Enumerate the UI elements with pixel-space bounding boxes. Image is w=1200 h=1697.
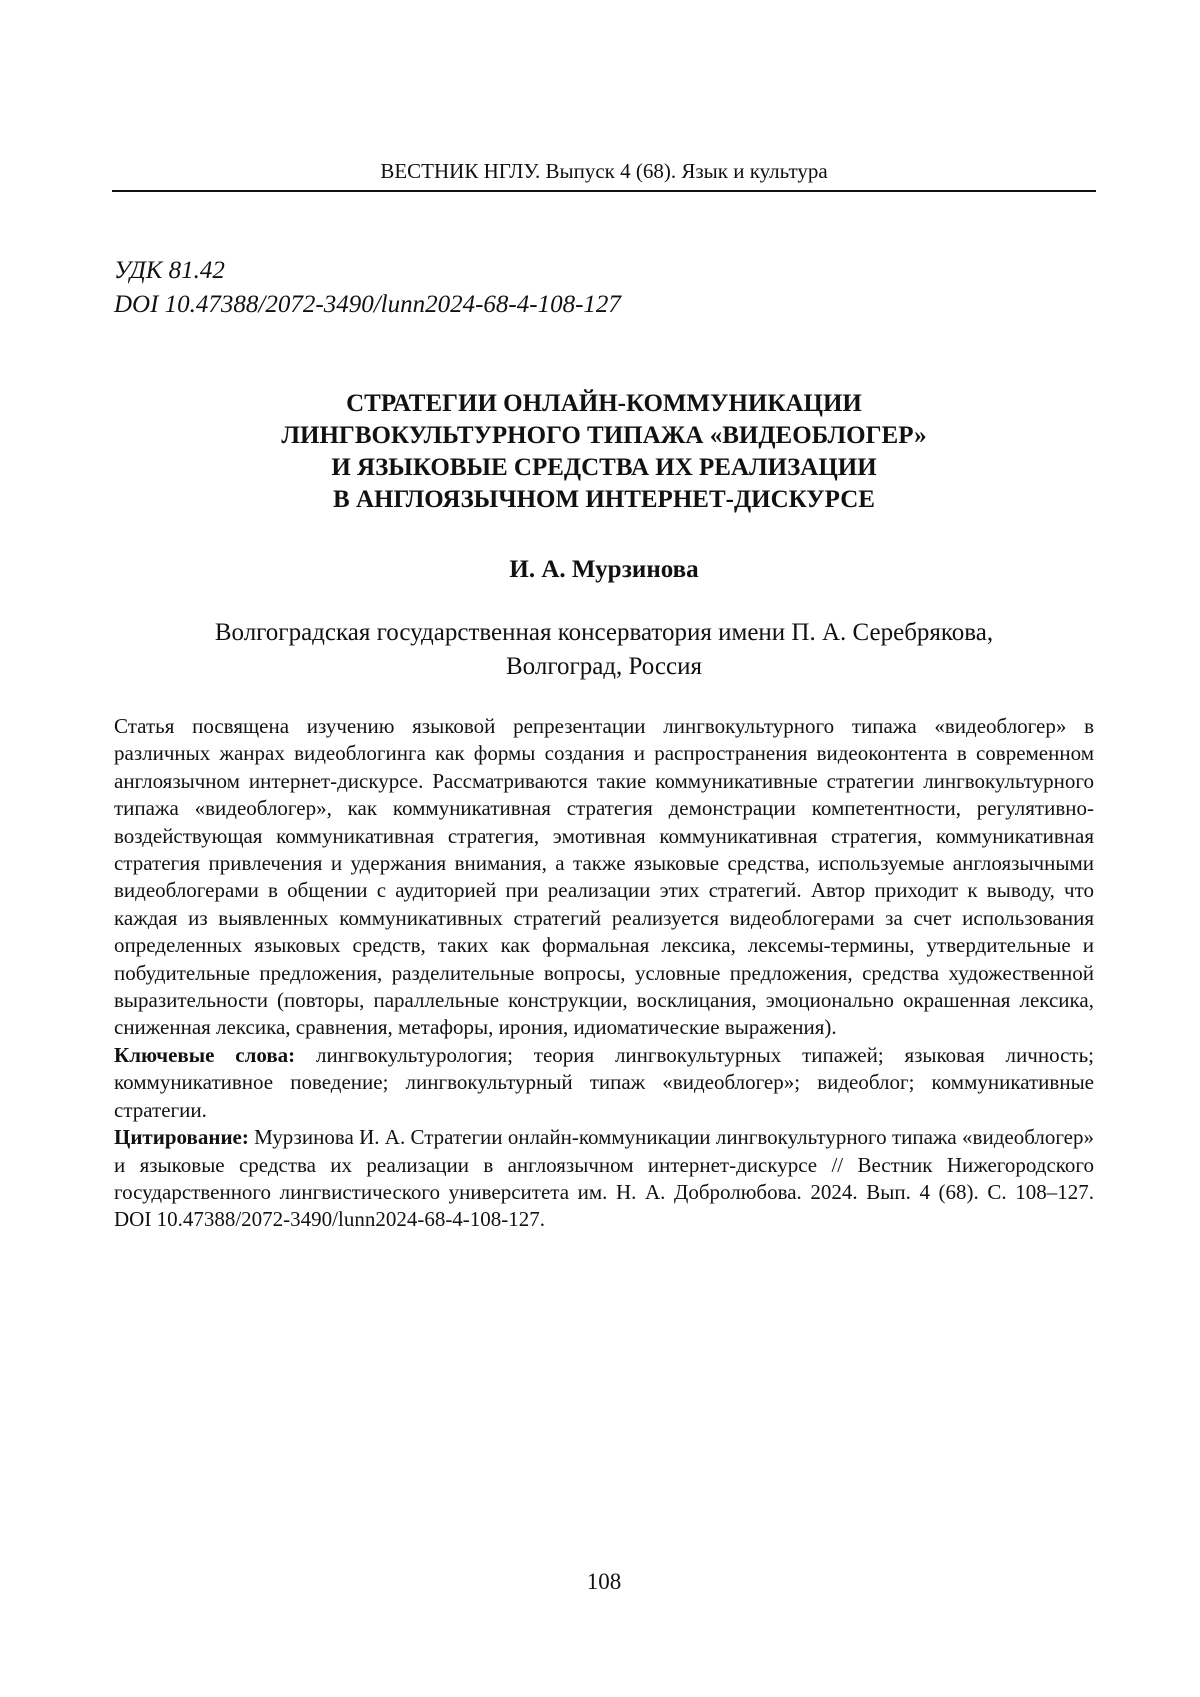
citation-paragraph: [114, 1124, 1094, 1234]
doi-code: DOI 10.47388/2072-3490/lunn2024-68-4-108-127: [114, 288, 621, 322]
author-name: И. А. Мурзинова: [112, 554, 1096, 586]
page-number: 108: [112, 1568, 1096, 1596]
header-divider: [112, 190, 1096, 192]
title-line: ЛИНГВОКУЛЬТУРНОГО ТИПАЖА «ВИДЕОБЛОГЕР»: [112, 420, 1096, 452]
abstract-paragraph: Статья посвящена изучению языковой репрезентации лингвокультурного типажа «видеоблогер» в различных жанрах видеоблогинга как формы создания и распространения видеоконтента в современном англоязычном интернет-дискурсе. Рассматриваются такие коммуникативные стратегии лингвокультурного типажа «видеоблогер», как коммуникативная стратегия демонстрации компетентности, регулятивно-воздействующая коммуникативная стратегия, эмотивная коммуникативная стратегия, коммуникативная стратегия привлечения и удержания внимания, а также языковые средства, используемые англоязычными видеоблогерами в общении с аудиторией при реализации этих стратегий. Автор приходит к выводу, что каждая из выявленных коммуникативных стратегий реализуется видеоблогерами за счет использования определенных языковых средств, таких как формальная лексика, лексемы-термины, утвердительные и побудительные предложения, разделительные вопросы, условные предложения, средства художественной выразительности (повторы, параллельные конструкции, восклицания, эмоционально окрашенная лексика, сниженная лексика, сравнения, метафоры, ирония, идиоматические выражения).: [114, 713, 1094, 1042]
udc-code: УДК 81.42: [114, 254, 621, 288]
keywords-paragraph: [114, 1042, 1094, 1124]
title-line: В АНГЛОЯЗЫЧНОМ ИНТЕРНЕТ-ДИСКУРСЕ: [112, 484, 1096, 516]
identifiers-block: [114, 254, 621, 322]
author-affiliation: [112, 616, 1096, 684]
citation-text: Мурзинова И. А. Стратегии онлайн-коммуникации лингвокультурного типажа «видеоблогер» и языковые средства их реализации в англоязычном интернет-дискурсе // Вестник Нижегородского государственного лингвистического университета им. Н. А. Добролюбова. 2024. Вып. 4 (68). С. 108–127. DOI 10.47388/2072-3490/lunn2024-68-4-108-127.: [114, 1125, 1094, 1231]
running-header: ВЕСТНИК НГЛУ. Выпуск 4 (68). Язык и культура: [112, 158, 1096, 184]
affiliation-line: Волгоградская государственная консерватория имени П. А. Серебрякова,: [112, 616, 1096, 650]
article-title: [112, 388, 1096, 516]
abstract-section: [114, 713, 1094, 1234]
title-line: И ЯЗЫКОВЫЕ СРЕДСТВА ИХ РЕАЛИЗАЦИИ: [112, 452, 1096, 484]
citation-label: Цитирование:: [114, 1125, 249, 1149]
keywords-text: лингвокультурология; теория лингвокультурных типажей; языковая личность; коммуникативное поведение; лингвокультурный типаж «видеоблогер»; видеоблог; коммуникативные стратегии.: [114, 1043, 1094, 1122]
affiliation-line: Волгоград, Россия: [112, 650, 1096, 684]
title-line: СТРАТЕГИИ ОНЛАЙН-КОММУНИКАЦИИ: [112, 388, 1096, 420]
keywords-label: Ключевые слова:: [114, 1043, 295, 1067]
